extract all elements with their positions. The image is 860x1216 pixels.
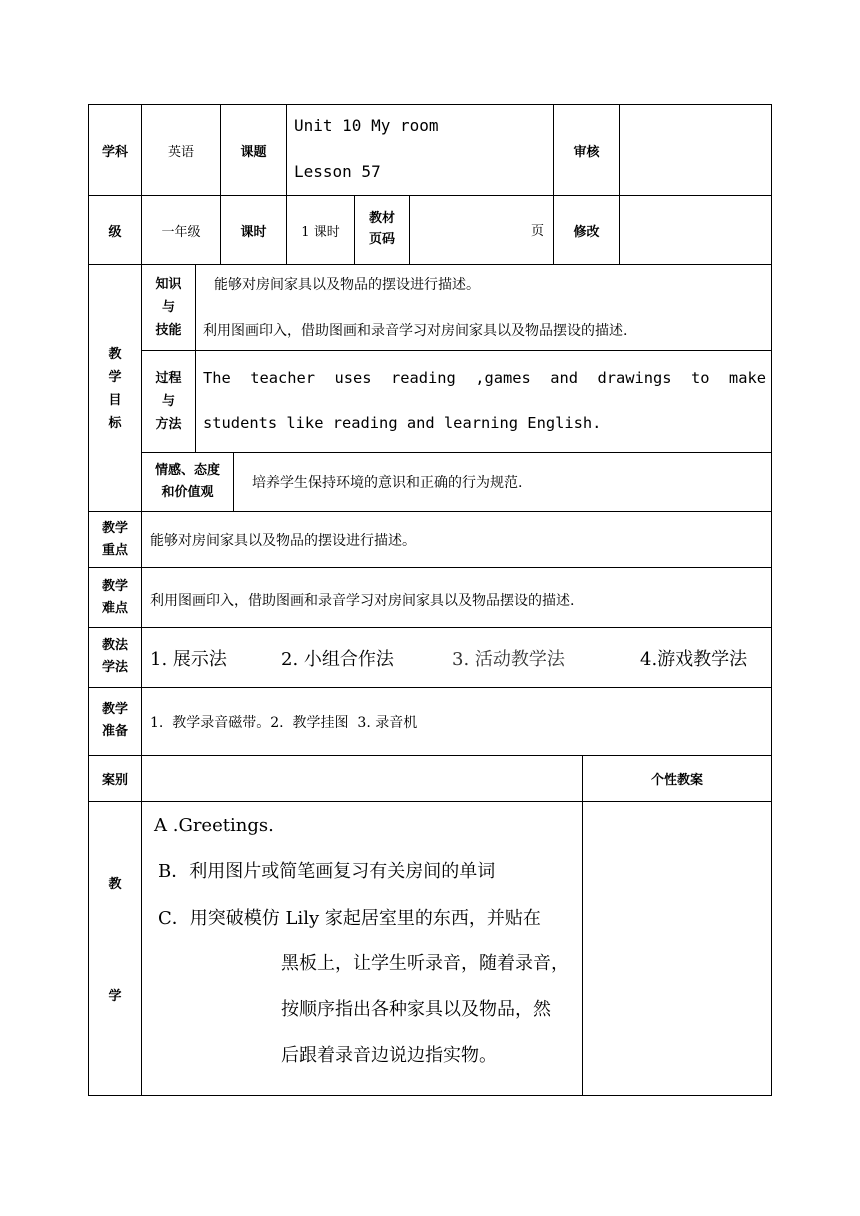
methods-label-line: 学法	[101, 660, 128, 675]
step-a: A .Greetings.	[154, 815, 274, 836]
method-item-2: 2. 小组合作法	[281, 649, 394, 670]
process-text-1	[203, 369, 766, 387]
personal-plan-label: 个性教案	[650, 773, 703, 788]
column-divider	[195, 264, 196, 452]
key-points-label-line: 重点	[101, 543, 128, 558]
knowledge-text-2: 利用图画印入，借助图画和录音学习对房间家具以及物品摆设的描述.	[203, 323, 628, 339]
topic-label: 课题	[240, 144, 267, 160]
step-c-line2: 黑板上，让学生听录音，随着录音，	[281, 953, 569, 974]
review-value	[620, 105, 771, 195]
process-label-line: 过程	[155, 371, 182, 386]
method-item-3: 3. 活动教学法	[452, 649, 565, 670]
key-points-label-line: 教学	[101, 521, 128, 536]
preparation-label-line: 准备	[101, 724, 128, 739]
knowledge-label-line: 与	[161, 300, 175, 315]
preparation-label-line: 教学	[101, 702, 128, 717]
emotion-label-line: 和价值观	[161, 485, 214, 500]
teaching-label-1: 教	[108, 877, 122, 892]
step-c-line3: 按顺序指出各种家具以及物品，然	[281, 999, 551, 1020]
process-method-label	[142, 367, 195, 436]
row-divider	[88, 511, 772, 512]
grade-label: 级	[108, 224, 122, 240]
period-label: 课时	[240, 224, 267, 240]
difficulties-label	[89, 576, 141, 620]
row-divider	[88, 687, 772, 688]
goals-label-char: 教	[108, 347, 122, 362]
grade-value: 一年级	[161, 224, 201, 240]
table-border-bottom	[88, 1095, 772, 1096]
row-divider	[88, 801, 772, 802]
methods-label-line: 教法	[101, 638, 128, 653]
textbook-label-line2: 页码	[368, 232, 395, 247]
subject-label: 学科	[101, 144, 128, 160]
step-c: C．用突破模仿 Lily 家起居室里的东西，并贴在	[158, 908, 541, 929]
teaching-goals-label	[89, 343, 141, 435]
revise-value	[620, 196, 771, 264]
key-points-text: 能够对房间家具以及物品的摆设进行描述。	[150, 533, 416, 549]
row-divider	[88, 627, 772, 628]
row-divider	[141, 350, 772, 351]
review-label: 审核	[573, 144, 600, 160]
goals-label-char: 学	[108, 370, 122, 385]
process-text-2: students like reading and learning English.	[203, 414, 602, 432]
emotion-values-label	[142, 460, 233, 504]
knowledge-label-line: 技能	[155, 323, 182, 338]
goals-label-char: 目	[108, 393, 122, 408]
process-label-line: 方法	[155, 417, 182, 432]
row-divider	[88, 567, 772, 568]
topic-unit: Unit 10 My room	[294, 116, 439, 135]
revise-label: 修改	[573, 224, 600, 240]
method-item-1: 1. 展示法	[150, 649, 227, 670]
table-border-right	[771, 104, 772, 1096]
row-divider	[141, 452, 772, 453]
emotion-text: 培养学生保持环境的意识和正确的行为规范.	[252, 475, 523, 491]
difficulties-label-line: 教学	[101, 579, 128, 594]
textbook-page-label	[355, 208, 409, 250]
difficulties-label-line: 难点	[101, 601, 128, 616]
row-divider	[88, 264, 772, 265]
preparation-text: 1. 教学录音磁带。2. 教学挂图 3. 录音机	[150, 715, 418, 731]
method-item-4: 4.游戏教学法	[640, 649, 748, 670]
step-b: B．利用图片或简笔画复习有关房间的单词	[158, 861, 496, 882]
column-divider	[233, 452, 234, 511]
subject-value: 英语	[167, 144, 194, 160]
difficulties-text: 利用图画印入，借助图画和录音学习对房间家具以及物品摆设的描述.	[150, 593, 575, 609]
goals-label-char: 标	[108, 416, 122, 431]
case-label: 案别	[101, 773, 128, 788]
process-text-1-content: The teacher uses reading ,games and drawings to make	[203, 369, 766, 387]
preparation-label	[89, 699, 141, 743]
knowledge-label-line: 知识	[155, 277, 182, 292]
period-value: 1 课时	[301, 224, 340, 240]
column-divider	[582, 755, 583, 1096]
methods-label	[89, 635, 141, 679]
textbook-label-line1: 教材	[368, 211, 395, 226]
process-label-line: 与	[161, 394, 175, 409]
emotion-label-line: 情感、态度	[154, 463, 220, 478]
textbook-page-value: 页	[530, 224, 544, 239]
key-points-label	[89, 518, 141, 562]
step-c-line4: 后跟着录音边说边指实物。	[281, 1045, 497, 1066]
knowledge-skills-label	[142, 273, 195, 342]
teaching-label-2: 学	[108, 989, 122, 1004]
knowledge-text-1: 能够对房间家具以及物品的摆设进行描述。	[214, 277, 480, 293]
topic-lesson: Lesson 57	[294, 162, 381, 181]
